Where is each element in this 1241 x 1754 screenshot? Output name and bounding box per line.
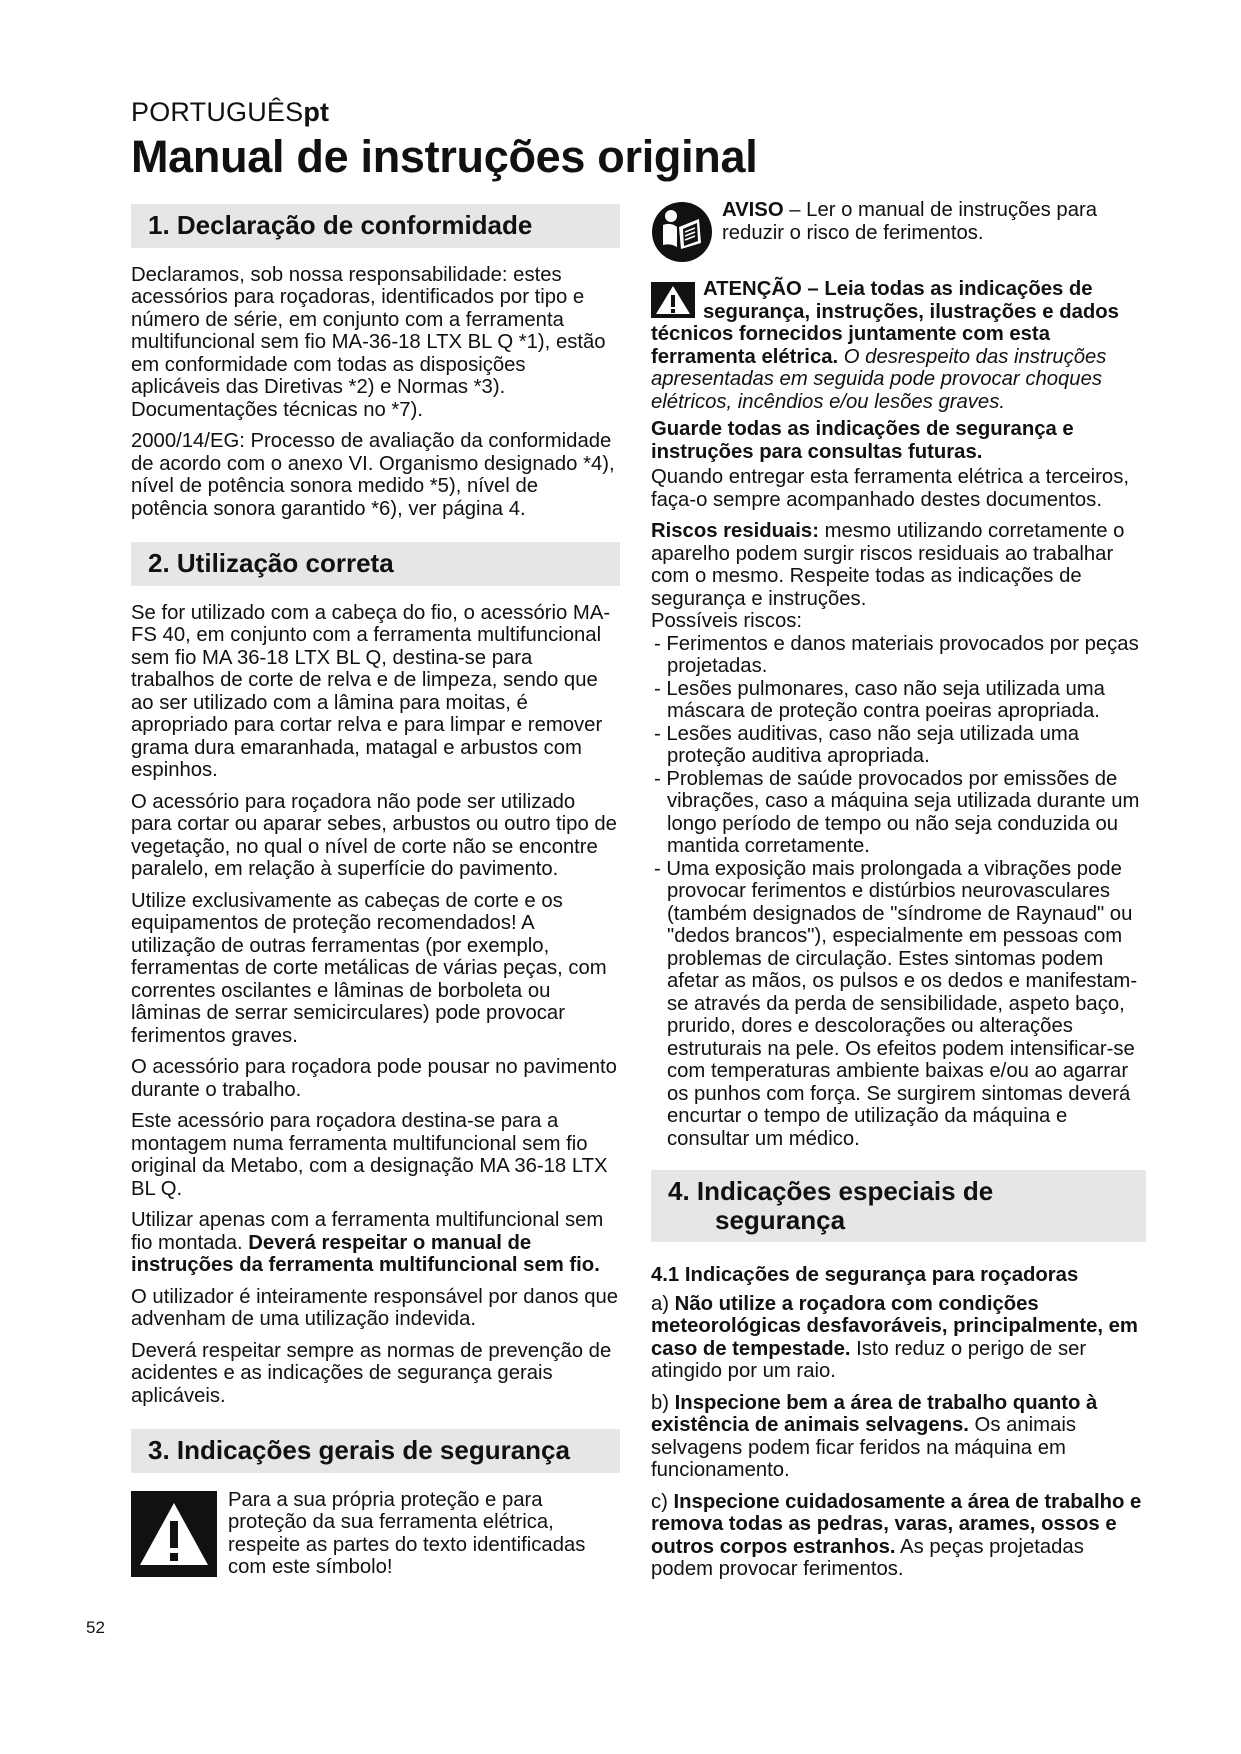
list-item: - Lesões pulmonares, caso não seja utilizada uma máscara de proteção contra poeiras apropriada. [651,678,1146,723]
page-number: 52 [86,1618,105,1637]
paragraph: 2000/14/EG: Processo de avaliação da conformidade de acordo com o anexo VI. Organismo designado *4), nível de potência sonora medido *5), nível de potência sonora garantido *6), ver página 4. [131,430,615,520]
read-manual-notice: AVISO – Ler o manual de instruções para reduzir o risco de ferimentos. [651,199,1146,263]
warning-symbol-note [131,1489,620,1579]
warning-triangle-icon [651,282,695,318]
atencao-paragraph: ATENÇÃO – Leia todas as indicações de segurança, instruções, ilustrações e dados técnicos fornecidos juntamente com esta ferramenta elétrica. O desrespeito das instruções apresentadas em seguida pode provocar choques elétricos, incêndios e/ou lesões graves. [651,278,1119,413]
warning-triangle-icon [131,1491,217,1577]
list-item: - Problemas de saúde provocados por emissões de vibrações, caso a máquina seja utilizada durante um longo período de tempo ou não seja conduzida ou mantida corretamente. [651,768,1146,858]
section-heading-4: 4. Indicações especiais de segurança [651,1170,1146,1242]
paragraph: Quando entregar esta ferramenta elétrica a terceiros, faça-o sempre acompanhado destes documentos. [651,466,1129,511]
list-item: - Ferimentos e danos materiais provocados por peças projetadas. [651,633,1146,678]
paragraph: b) Inspecione bem a área de trabalho quanto à existência de animais selvagens. Os animais selvagens podem ficar feridos na máquina em funcionamento. [651,1391,1098,1482]
list-item: - Uma exposição mais prolongada a vibrações pode provocar ferimentos e distúrbios neurovasculares (também designados de "síndrome de Raynaud" ou "dedos brancos"), especialmente em pessoas com problemas de circulação. Estes sintomas podem afetar as mãos, os pulsos e os dedos e manifestam-se através da perda de sensibilidade, aspeto baço, prurido, dores e descolorações ou alterações estruturais na pele. Os efeitos podem intensificar-se com temperaturas ambiente baixas e/ou ao agarrar os punhos com força. Se surgirem sintomas deverá encurtar o tempo de utilização da máquina e consultar um médico. [651,858,1146,1151]
warning-symbol-text: Para a sua própria proteção e para proteção da sua ferramenta elétrica, respeite as partes do texto identificadas com este símbolo! [228,1488,586,1579]
risks-list [651,633,1146,1151]
read-manual-icon [651,201,713,263]
language-label: PORTUGUÊSpt [131,97,330,127]
paragraph: Utilizar apenas com a ferramenta multifuncional sem fio montada. Deverá respeitar o manual de instruções da ferramenta multifuncional sem fio. [131,1209,604,1277]
right-column [651,199,1146,1590]
paragraph: O utilizador é inteiramente responsável por danos que advenham de uma utilização indevida. [131,1285,619,1331]
section-heading-3: 3. Indicações gerais de segurança [131,1429,620,1473]
aviso-label: AVISO [722,199,784,221]
paragraph: O acessório para roçadora pode pousar no pavimento durante o trabalho. [131,1056,617,1101]
paragraph: c) Inspecione cuidadosamente a área de trabalho e remova todas as pedras, varas, arames, ossos e outros corpos estranhos. As peças projetadas podem provocar ferimentos. [651,1490,1142,1581]
paragraph: Deverá respeitar sempre as normas de prevenção de acidentes e as indicações de segurança gerais aplicáveis. [131,1339,612,1407]
page-title: Manual de instruções original [131,131,758,182]
paragraph: Possíveis riscos: [651,610,803,632]
section-heading-1: 1. Declaração de conformidade [131,204,620,248]
paragraph: a) Não utilize a roçadora com condições meteorológicas desfavoráveis, principalmente, em caso de tempestade. Isto reduz o perigo de ser atingido por um raio. [651,1292,1138,1383]
sub-heading: 4.1 Indicações de segurança para roçadoras [651,1264,1079,1287]
paragraph: Se for utilizado com a cabeça do fio, o acessório MA-FS 40, em conjunto com a ferramenta multifuncional sem fio MA 36-18 LTX BL Q, destina-se para trabalhos de corte de relva e de limpeza, sendo que ao ser utilizado com a lâmina para moitas, é apropriado para cortar relva e para limpar e remover grama dura emaranhada, matagal e arbustos com espinhos. [131,601,611,782]
left-column [131,204,620,1579]
paragraph: O acessório para roçadora não pode ser utilizado para cortar ou aparar sebes, arbustos ou outro tipo de vegetação, no qual o nível de corte não se encontre paralelo, em relação à superfície do pavimento. [131,790,617,881]
section-heading-2: 2. Utilização correta [131,542,620,586]
paragraph: Declaramos, sob nossa responsabilidade: estes acessórios para roçadoras, identificados por tipo e número de série, em conjunto com a ferramenta multifuncional sem fio MA-36-18 LTX BL Q *1), estão em conformidade com todas as disposições aplicáveis das Diretivas *2) e Normas *3). Documentações técnicas no *7). [131,263,606,421]
paragraph: Riscos residuais: mesmo utilizando corretamente o aparelho podem surgir riscos residuais ao trabalhar com o mesmo. Respeite todas as indicações de segurança e instruções. [651,520,1125,610]
paragraph: Guarde todas as indicações de segurança e instruções para consultas futuras. [651,418,1074,463]
paragraph: Este acessório para roçadora destina-se para a montagem numa ferramenta multifuncional sem fio original da Metabo, com a designação MA 36-18 LTX BL Q. [131,1110,608,1200]
paragraph: Utilize exclusivamente as cabeças de corte e os equipamentos de proteção recomendados! A utilização de outras ferramentas (por exemplo, ferramentas de corte metálicas de várias peças, com correntes oscilantes e lâminas de borboleta ou lâminas de serrar semicirculares) pode provocar ferimentos graves. [131,889,607,1047]
list-item: - Lesões auditivas, caso não seja utilizada uma proteção auditiva apropriada. [651,723,1146,768]
